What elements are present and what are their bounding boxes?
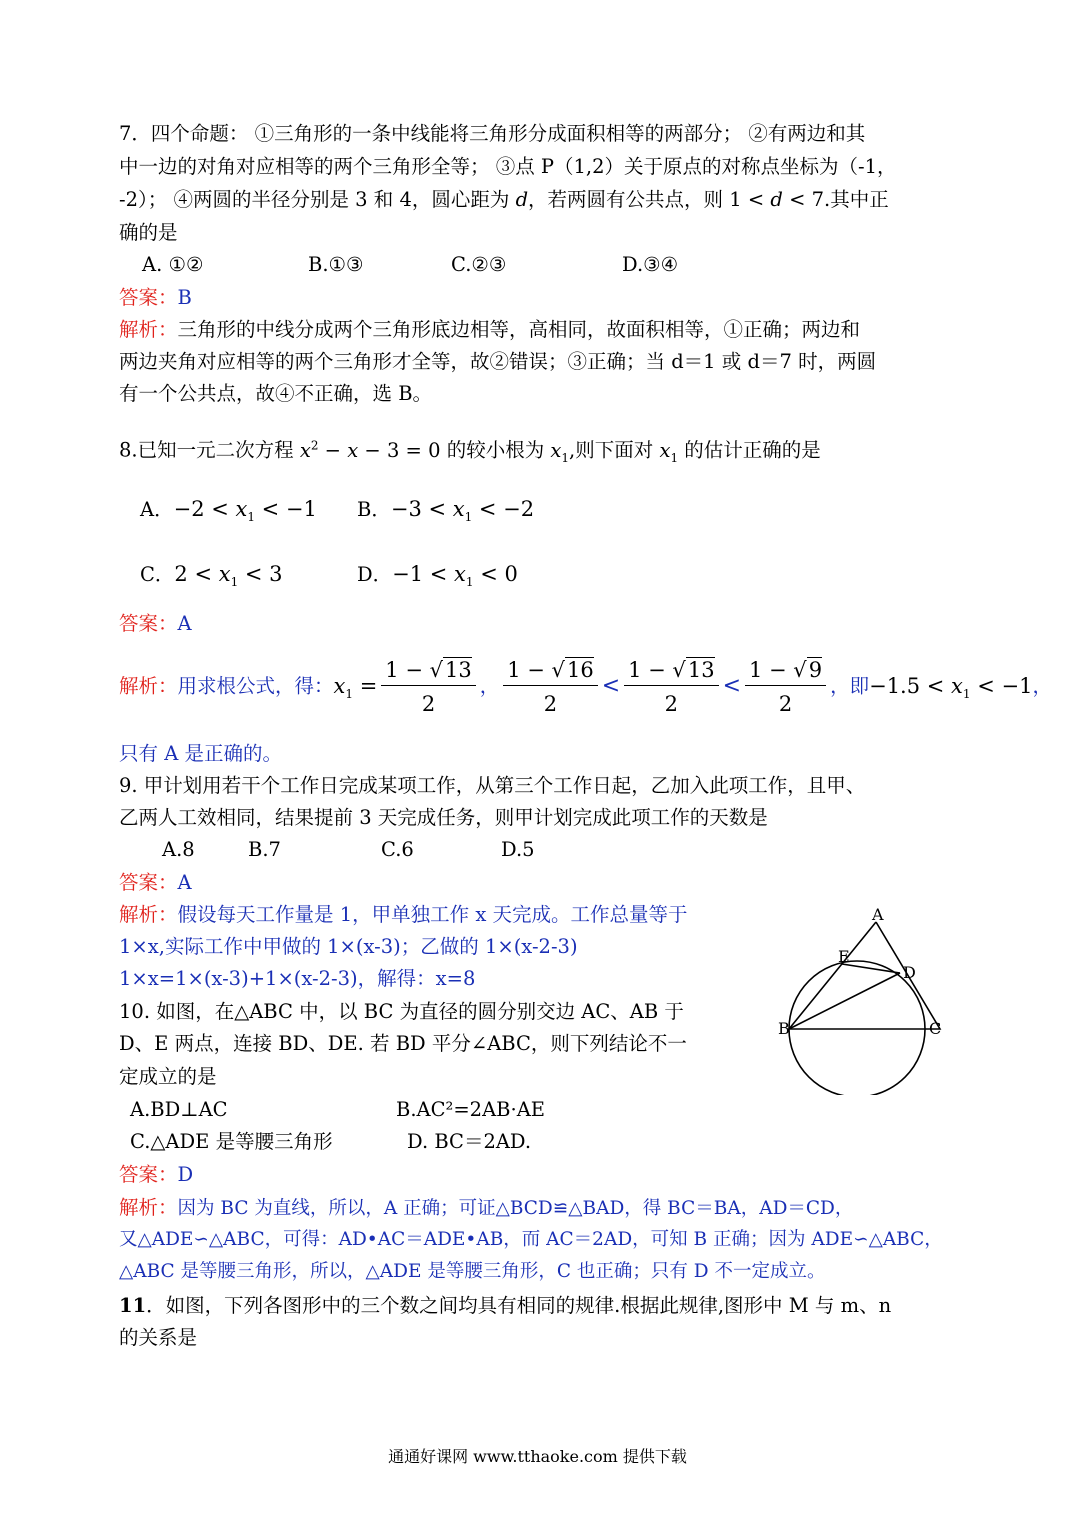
q7-line-3: -2）； ④两圆的半径分别是 3 和 4，圆心距为 d，若两圆有公共点，则 1 < d < 7.其中正 xyxy=(119,188,889,211)
q7-line-3-text: -2）； ④两圆的半径分别是 3 和 4，圆心距为 xyxy=(119,188,516,211)
q8-explanation-end: 只有 A 是正确的。 xyxy=(119,742,282,765)
q7-explanation-2: 两边夹角对应相等的两个三角形才全等，故②错误；③正确；当 d＝1 或 d＝7 时，两圆 xyxy=(119,350,877,373)
q9-line-2: 乙两人工效相同，结果提前 3 天完成任务，则甲计划完成此项工作的天数是 xyxy=(119,806,768,829)
q9-option-a: A.8 xyxy=(162,838,195,861)
triangle-abc xyxy=(789,922,940,1029)
explanation-text: 假设每天工作量是 1，甲单独工作 x 天完成。工作总量等于 xyxy=(177,903,688,926)
q7-option-b: B.①③ xyxy=(308,253,364,276)
q8-option-d-label: D． xyxy=(357,563,393,586)
q10-line-1: 10. 如图，在△ABC 中，以 BC 为直径的圆分别交边 AC、AB 于 xyxy=(119,1000,684,1023)
explanation-text: 因为 BC 为直线，所以，A 正确；可证△BCD≌△BAD，得 BC＝BA，AD＝CD， xyxy=(177,1198,854,1219)
q10-option-a: A.BD⊥AC xyxy=(130,1098,228,1121)
q10-option-b: B.AC²=2AB·AE xyxy=(396,1098,546,1121)
label-a: A xyxy=(872,905,884,924)
q7-explanation-1 xyxy=(119,316,860,344)
q10-option-c: C.△ADE 是等腰三角形 xyxy=(130,1130,333,1153)
q7-answer xyxy=(119,284,192,312)
q7-line-3-text-c: .其中正 xyxy=(824,188,889,211)
answer-label: 答案： xyxy=(119,612,178,635)
answer-value: A xyxy=(177,612,192,635)
segment-de xyxy=(842,964,900,973)
q8-option-c: C．$2 < x_1 < 3$ xyxy=(140,562,283,590)
q7-line-1: 7．四个命题： ①三角形的一条中线能将三角形分成面积相等的两部分； ②有两边和其 xyxy=(119,122,866,145)
q7-option-c: C.②③ xyxy=(451,253,507,276)
answer-label: 答案： xyxy=(119,1163,178,1186)
q8-text-c: ,则下面对 xyxy=(569,438,660,462)
q9-option-b: B.7 xyxy=(248,838,281,861)
q8-line-1: 8.已知一元二次方程 $x^2 - x - 3 = 0$ 的较小根为 $x_1$,则下面对 $x_1$ 的估计正确的是 xyxy=(119,438,821,465)
q7-explanation-3: 有一个公共点，故④不正确，选 B。 xyxy=(119,382,433,405)
q7-option-a: A. ①② xyxy=(142,253,204,276)
segment-bd xyxy=(789,973,900,1029)
q9-option-d: D.5 xyxy=(501,838,535,861)
q10-explanation-3: △ABC 是等腰三角形，所以，△ADE 是等腰三角形，C 也正确；只有 D 不一定成立。 xyxy=(119,1261,826,1282)
q9-option-c: C.6 xyxy=(381,838,414,861)
answer-value: B xyxy=(177,286,192,309)
answer-value: D xyxy=(177,1163,194,1186)
answer-value: A xyxy=(177,871,192,894)
q7-line-2: 中一边的对角对应相等的两个三角形全等； ③点 P（1,2）关于原点的对称点坐标为（-1， xyxy=(119,155,897,178)
q11-line-1 xyxy=(119,1292,891,1320)
explanation-label: 解析： xyxy=(119,318,178,341)
q11-number: 11 xyxy=(119,1294,147,1317)
label-d: D xyxy=(903,963,916,982)
q8-option-d: D．$-1 < x_1 < 0$ xyxy=(357,562,518,590)
q7-line-3-text-b: ，若两圆有公共点，则 xyxy=(528,188,730,211)
q7-option-d: D.③④ xyxy=(622,253,679,276)
answer-label: 答案： xyxy=(119,286,178,309)
q8-option-b: B．$-3 < x_1 < -2$ xyxy=(357,497,535,525)
explanation-label: 解析： xyxy=(119,903,178,926)
q8-equation: $x^2 - x - 3 = 0$ xyxy=(299,438,441,462)
q8-text-d: 的估计正确的是 xyxy=(678,438,821,462)
q9-line-1: 9. 甲计划用若干个工作日完成某项工作，从第三个工作日起，乙加入此项工作，且甲、 xyxy=(119,774,866,797)
q8-text-a: 8.已知一元二次方程 xyxy=(119,438,300,462)
answer-label: 答案： xyxy=(119,871,178,894)
explanation-label: 解析： xyxy=(119,674,178,698)
q10-option-d: D. BC＝2AD. xyxy=(407,1130,532,1153)
q10-answer xyxy=(119,1161,193,1189)
q8-option-a-label: A． xyxy=(140,498,174,521)
q10-explanation-2: 又△ADE∽△ABC，可得：AD•AC＝ADE•AB，而 AC＝2AD，可知 B 正确；因为 ADE∽△ABC， xyxy=(119,1229,943,1250)
q10-explanation-1 xyxy=(119,1194,853,1223)
label-b: B xyxy=(778,1019,790,1038)
label-c: C xyxy=(929,1019,942,1038)
q8-option-a: A．$-2 < x_1 < -1$ xyxy=(140,497,317,525)
label-e: E xyxy=(838,947,850,966)
explanation-label: 解析： xyxy=(119,1196,178,1219)
q8-option-b-label: B． xyxy=(357,498,391,521)
q8-answer xyxy=(119,610,192,638)
q9-explanation-1 xyxy=(119,901,688,929)
q9-explanation-2: 1×x,实际工作中甲做的 1×(x-3)；乙做的 1×(x-2-3) xyxy=(119,935,578,958)
page-footer: 通通好课网 www.tthaoke.com 提供下载 xyxy=(388,1447,687,1466)
q10-line-3: 定成立的是 xyxy=(119,1065,217,1088)
q9-answer xyxy=(119,869,192,897)
q9-explanation-3: 1×x=1×(x-3)+1×(x-2-3)，解得：x=8 xyxy=(119,967,476,990)
q10-line-2: D、E 两点，连接 BD、DE. 若 BD 平分∠ABC，则下列结论不一 xyxy=(119,1032,687,1055)
q8-text-b: 的较小根为 xyxy=(440,438,551,462)
q8-explanation: 解析：用求根公式，得：$x_1$ = $\frac{1 - √13}{2}$ ， $\frac{1 - √16}{2}$ < $\frac{1 - √13}{2}$ < $\frac{1 - √9}{2}$ ，即$-1.5 < x_1 < -1$， xyxy=(119,658,1052,716)
explanation-text: 用求根公式，得： xyxy=(177,674,334,698)
q7-line-4: 确的是 xyxy=(119,221,178,244)
q10-geometry-figure xyxy=(770,900,960,1095)
explanation-text-b: ，即 xyxy=(830,674,870,698)
explanation-text: 三角形的中线分成两个三角形底边相等，高相同，故面积相等，①正确；两边和 xyxy=(177,318,861,341)
q8-option-c-label: C． xyxy=(140,563,175,586)
q11-line-2: 的关系是 xyxy=(119,1326,198,1349)
q7-inequality: 1 < d < 7 xyxy=(729,188,825,211)
q11-text: ．如图，下列各图形中的三个数之间均具有相同的规律.根据此规律,图形中 M 与 m、n xyxy=(146,1294,892,1317)
